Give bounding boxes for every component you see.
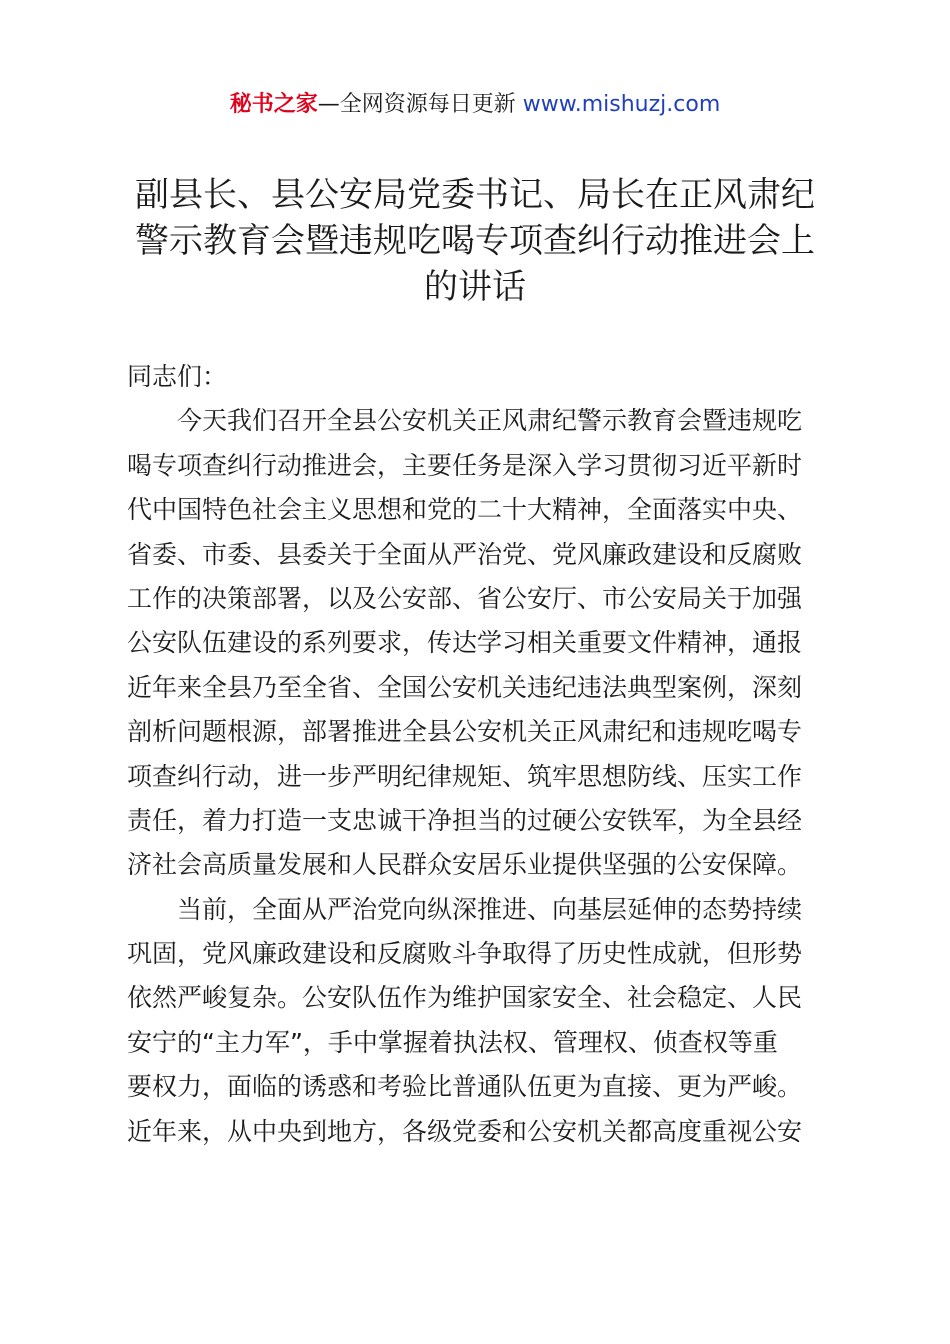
- document-title: [120, 172, 830, 310]
- title-line: 的讲话: [424, 267, 526, 307]
- site-url-link[interactable]: www.mishuzj.com: [522, 92, 721, 117]
- salutation: 同志们：: [127, 362, 228, 391]
- title-line: 警示教育会暨违规吃喝专项查纠行动推进会上: [135, 221, 815, 261]
- body-line: 公安队伍建设的系列要求，传达学习相关重要文件精神，通报: [127, 628, 803, 658]
- body-line: 剖析问题根源，部署推进全县公安机关正风肃纪和违规吃喝专: [127, 717, 803, 747]
- body-line: 济社会高质量发展和人民群众安居乐业提供坚强的公安保障。: [127, 850, 803, 880]
- banner-tagline: —全网资源每日更新: [317, 92, 523, 117]
- title-line: 副县长、县公安局党委书记、局长在正风肃纪: [135, 175, 815, 215]
- body-line: 要权力，面临的诱惑和考验比普通队伍更为直接、更为严峻。: [127, 1072, 803, 1102]
- body-line: 近年来，从中央到地方，各级党委和公安机关都高度重视公安: [127, 1116, 803, 1146]
- body-line: 依然严峻复杂。公安队伍作为维护国家安全、社会稳定、人民: [127, 983, 803, 1013]
- body-line: 当前，全面从严治党向纵深推进、向基层延伸的态势持续: [177, 894, 803, 924]
- brand-name: 秘书之家: [229, 92, 318, 117]
- body-line: 巩固，党风廉政建设和反腐败斗争取得了历史性成就，但形势: [127, 939, 803, 969]
- body-line: 今天我们召开全县公安机关正风肃纪警示教育会暨违规吃: [177, 406, 803, 436]
- body-line: 安宁的“主力军”，手中掌握着执法权、管理权、侦查权等重: [127, 1027, 778, 1057]
- body-line: 代中国特色社会主义思想和党的二十大精神，全面落实中央、: [127, 495, 803, 525]
- body-line: 工作的决策部署，以及公安部、省公安厅、市公安局关于加强: [127, 583, 803, 613]
- body-line: 省委、市委、县委关于全面从严治党、党风廉政建设和反腐败: [127, 539, 803, 569]
- body-line: 近年来全县乃至全省、全国公安机关违纪违法典型案例，深刻: [127, 672, 803, 702]
- site-banner: [0, 90, 950, 120]
- speech-body: [127, 355, 833, 1154]
- body-line: 项查纠行动，进一步严明纪律规矩、筑牢思想防线、压实工作: [127, 761, 803, 791]
- body-line: 责任，着力打造一支忠诚干净担当的过硬公安铁军，为全县经: [127, 805, 803, 835]
- body-line: 喝专项查纠行动推进会，主要任务是深入学习贯彻习近平新时: [127, 450, 803, 480]
